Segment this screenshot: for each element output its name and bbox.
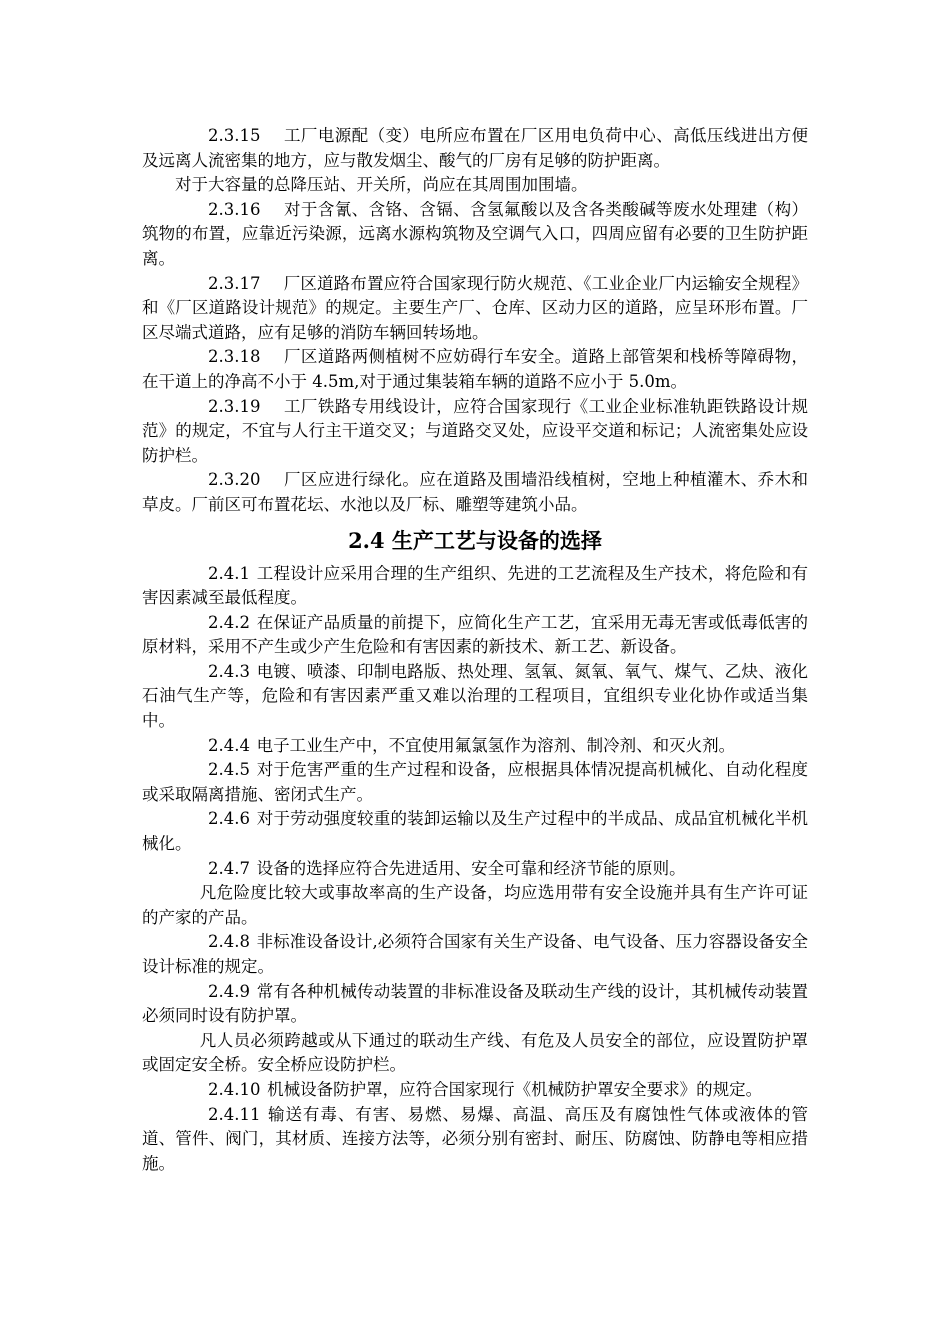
clause-text: 电镀、喷漆、印制电路版、热处理、氢氧、氮氧、氧气、煤气、乙炔、液化石油气生产等，危险和有害因素严重又难以治理的工程项目，宜组织专业化协作或适当集中。 [142,661,808,731]
clause-text: 对于危害严重的生产过程和设备，应根据具体情况提高机械化、自动化程度或采取隔离措施、密闭式生产。 [142,760,808,804]
clause-paragraph [142,395,808,469]
clause-number: 2.4.6 [208,809,250,829]
clause-text: 输送有毒、有害、易燃、易爆、高温、高压及有腐蚀性气体或液体的管道、管件、阀门，其材质、连接方法等，必须分别有密封、耐压、防腐蚀、防静电等相应措施。 [142,1104,808,1173]
clause-text: 工程设计应采用合理的生产组织、先进的工艺流程及生产技术，将危险和有害因素减至最低程度。 [142,563,808,608]
clause-paragraph [142,930,808,979]
clause-text: 电子工业生产中，不宜使用氟氯氢作为溶剂、制冷剂、和灭火剂。 [256,735,736,755]
clause-paragraph [142,124,808,173]
clause-text: 厂区道路布置应符合国家现行防火规范、《工业企业厂内运输安全规程》和《厂区道路设计规范》的规定。主要生产厂、仓库、区动力区的道路，应呈环形布置。厂区尽端式道路，应有足够的消防车辆回转场地。 [142,273,808,342]
clause-number: 2.4.11 [208,1104,261,1124]
clause-number: 2.3.15 [208,126,261,145]
clause-number: 2.3.19 [208,396,261,416]
clause-text: 厂区应进行绿化。应在道路及围墙沿线植树，空地上种植灌木、乔木和草皮。厂前区可布置花坛、水池以及厂标、雕塑等建筑小品。 [142,470,808,514]
clause-paragraph [142,857,808,882]
clause-text: 对于大容量的总降压站、开关所，尚应在其周围加围墙。 [175,175,588,195]
clause-text: 常有各种机械传动装置的非标准设备及联动生产线的设计，其机械传动装置必须同时设有防护罩。 [142,981,808,1026]
clause-paragraph [142,272,808,346]
clause-paragraph [142,807,808,856]
clause-text: 凡人员必须跨越或从下通过的联动生产线、有危及人员安全的部位，应设置防护罩或固定安全桥。安全桥应设防护栏。 [142,1030,808,1075]
clause-text: 对于含氰、含铬、含镉、含氢氟酸以及含各类酸碱等废水处理建（构）筑物的布置，应靠近污染源，远离水源构筑物及空调气入口，四周应留有必要的卫生防护距离。 [142,199,808,268]
clause-number: 2.4.9 [208,981,250,1001]
clause-paragraph [142,562,808,611]
clause-paragraph [142,345,808,394]
clause-text: 对于劳动强度较重的装卸运输以及生产过程中的半成品、成品宜机械化半机械化。 [142,809,808,854]
clause-paragraph [142,611,808,660]
clause-paragraph [142,1029,808,1078]
clause-number: 2.4.5 [208,760,250,780]
clause-number: 2.4.3 [208,661,250,681]
clause-text: 工厂铁路专用线设计，应符合国家现行《工业企业标准轨距铁路设计规范》的规定，不宜与人行主干道交叉；与道路交叉处，应设平交道和标记；人流密集处应设防护栏。 [142,396,808,465]
clause-paragraph [142,1078,808,1103]
clause-text: 凡危险度比较大或事故率高的生产设备，均应选用带有安全设施并具有生产许可证的产家的产品。 [142,883,808,927]
clause-number: 2.4.10 [208,1079,261,1099]
clause-text: 厂区道路两侧植树不应妨碍行车安全。道路上部管架和栈桥等障碍物，在干道上的净高不小于 4.5m,对于通过集装箱车辆的道路不应小于 5.0m。 [142,347,808,391]
clause-paragraph [142,1103,808,1177]
section-2-4-list [142,562,808,1177]
clause-number: 2.3.20 [208,470,261,490]
clause-text: 非标准设备设计,必须符合国家有关生产设备、电气设备、压力容器设备安全设计标准的规定。 [142,932,808,976]
clause-number: 2.3.16 [208,199,261,219]
clause-paragraph [142,660,808,734]
clause-number: 2.4.1 [208,563,250,583]
clause-number: 2.4.2 [208,612,250,632]
clause-text: 设备的选择应符合先进适用、安全可靠和经济节能的原则。 [256,858,686,878]
clause-paragraph [142,980,808,1029]
clause-number: 2.4.4 [208,735,250,755]
clause-paragraph [142,758,808,807]
clause-number: 2.4.8 [208,932,250,952]
document-page [142,124,808,1176]
clause-paragraph [142,734,808,759]
clause-number: 2.4.7 [208,858,250,878]
clause-text: 在保证产品质量的前提下，应简化生产工艺，宜采用无毒无害或低毒低害的原材料，采用不产生或少产生危险和有害因素的新技术、新工艺、新设备。 [142,612,808,657]
clause-paragraph [142,173,808,198]
clause-number: 2.3.18 [208,347,261,367]
section-heading: 2.4 生产工艺与设备的选择 [348,527,602,553]
clause-text: 机械设备防护罩，应符合国家现行《机械防护罩安全要求》的规定。 [267,1079,763,1099]
section-2-3-list [142,124,808,518]
clause-text: 工厂电源配（变）电所应布置在厂区用电负荷中心、高低压线进出方便及远离人流密集的地方，应与散发烟尘、酸气的厂房有足够的防护距离。 [142,126,808,170]
clause-paragraph [142,881,808,930]
clause-number: 2.3.17 [208,273,261,293]
clause-paragraph [142,468,808,517]
clause-paragraph [142,198,808,272]
